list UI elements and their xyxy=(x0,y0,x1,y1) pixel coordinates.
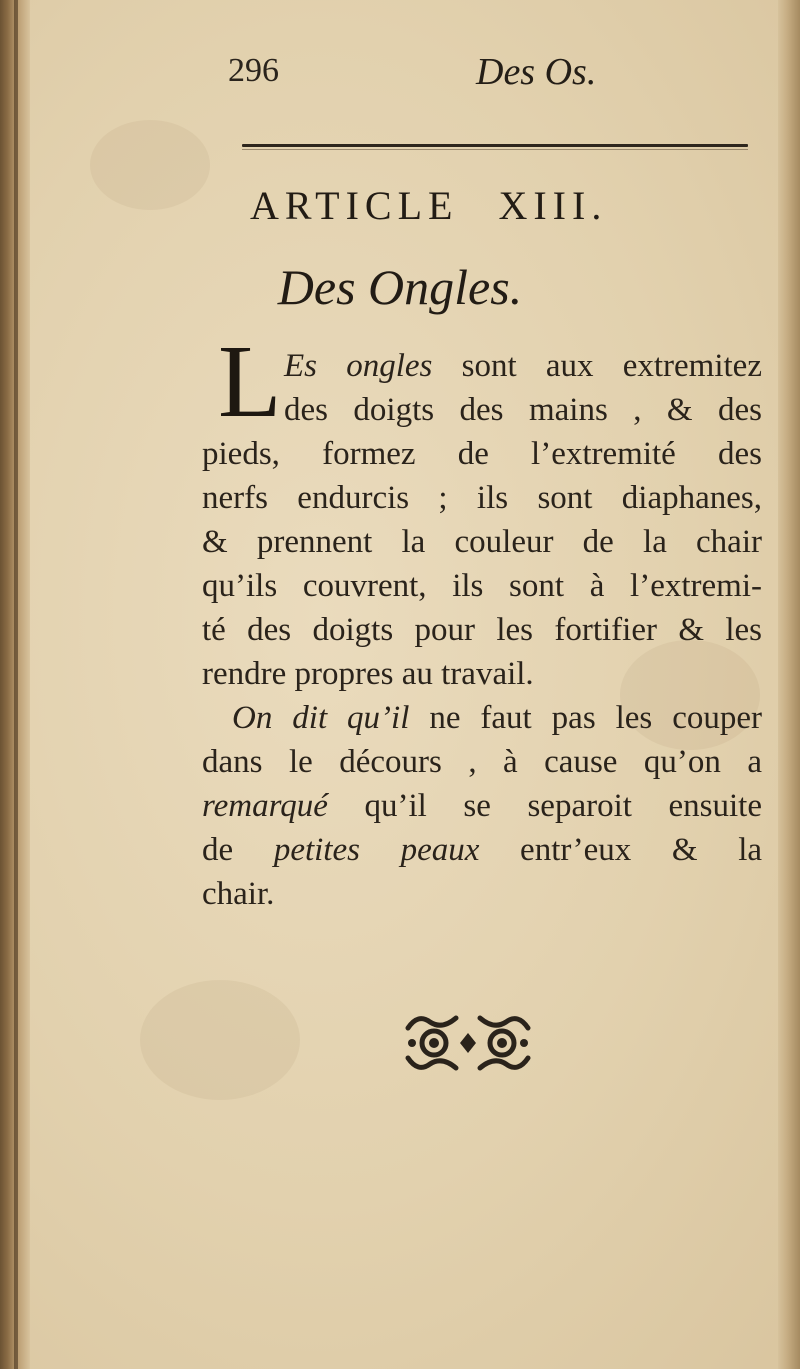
article-number: XIII. xyxy=(498,183,608,228)
text-run: de xyxy=(202,832,274,868)
text-run: qu’il se separoit ensuite xyxy=(327,788,762,824)
text-line: des doigts des mains , & des xyxy=(284,392,762,428)
paper-stain xyxy=(90,120,210,210)
running-title: Des Os. xyxy=(476,51,597,93)
text-line xyxy=(202,784,762,828)
text-line: chair. xyxy=(202,876,275,912)
text-line: nerfs endurcis ; ils sont diaphanes, xyxy=(202,480,762,516)
text-run: entr’eux & la xyxy=(479,832,762,868)
text-line: té des doigts pour les fortifier & les xyxy=(202,612,762,648)
italic-phrase: On dit qu’il xyxy=(232,700,410,736)
text-line xyxy=(202,344,762,388)
paper-stain xyxy=(140,980,300,1100)
text-line: & prennent la couleur de la chair xyxy=(202,524,762,560)
printers-fleuron-icon xyxy=(398,1008,538,1078)
text-run: ne faut pas les couper xyxy=(409,700,762,736)
text-line xyxy=(202,696,762,740)
text-line xyxy=(202,828,762,872)
page-right-edge xyxy=(778,0,800,1369)
italic-phrase: remarqué xyxy=(202,788,328,824)
page-number: 296 xyxy=(228,52,279,89)
text-line: rendre propres au travail. xyxy=(202,656,534,692)
text-line: qu’ils couvrent, ils sont à l’extremi- xyxy=(202,568,762,604)
italic-phrase: Es ongles xyxy=(284,348,433,384)
article-heading xyxy=(250,182,730,229)
drop-cap: L xyxy=(218,324,282,439)
running-head xyxy=(0,52,800,102)
binding-crease xyxy=(14,0,18,1369)
article-label: ARTICLE xyxy=(250,183,459,228)
header-rule xyxy=(242,144,748,147)
text-line: pieds, formez de l’extremité des xyxy=(202,436,762,472)
header-rule-thin xyxy=(242,149,748,150)
section-title: Des Ongles. xyxy=(277,259,523,315)
text-line: dans le décours , à cause qu’on a xyxy=(202,744,762,780)
text-run: sont aux extremitez xyxy=(432,348,762,384)
italic-phrase: petites peaux xyxy=(273,832,480,868)
body-text xyxy=(202,344,762,916)
